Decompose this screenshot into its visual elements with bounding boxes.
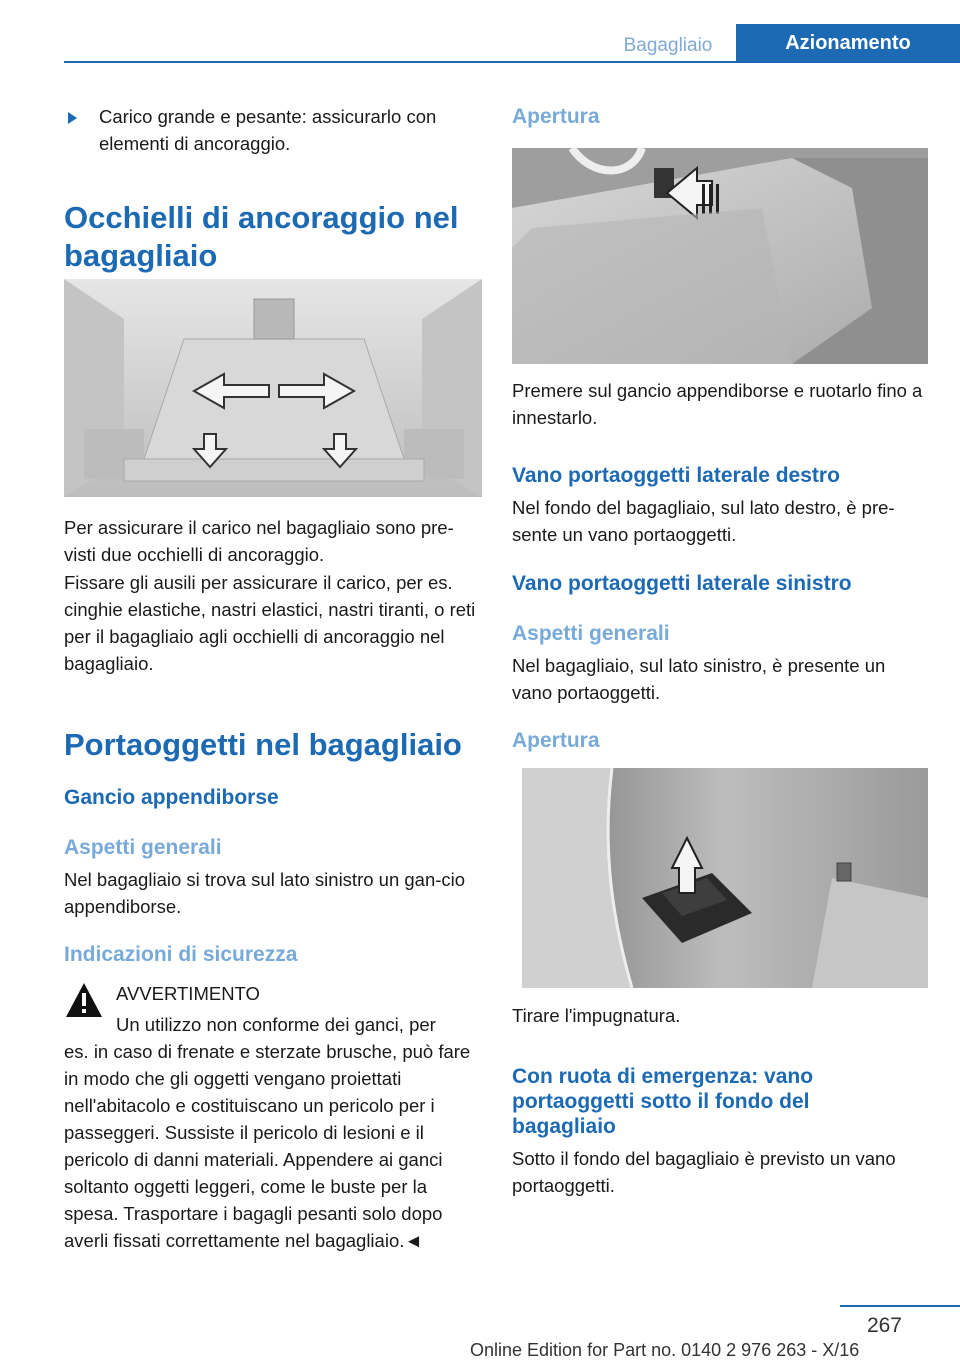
- right-compartment-paragraph: Nel fondo del bagagliaio, sul lato destro, è pre-sente un vano portaoggetti.: [512, 497, 895, 545]
- warning-body: es. in caso di frenate e sterzate brusche, può fare in modo che gli oggetti vengano proiettati nell'abitacolo e costituiscano un pericolo per i passeggeri. Sussiste il pericolo di lesioni e il pericolo di danni materiali. Appendere ai ganci soltanto oggetti leggeri, come le buste per la spesa. Trasportare i bagagli pesanti solo dopo averli fissati correttamente nel bagagliaio.◄: [64, 1041, 471, 1251]
- footer-rule: [840, 1305, 960, 1307]
- bag-hook-photo: [512, 148, 928, 364]
- heading-general-aspects-left: Aspetti generali: [64, 836, 222, 859]
- page-number: 267: [866, 1314, 902, 1337]
- heading-safety-notes: Indicazioni di sicurezza: [64, 943, 298, 966]
- heading-opening-2: Apertura: [512, 729, 600, 752]
- left-compartment-photo: [512, 768, 928, 988]
- left-compartment-paragraph: Nel bagagliaio, sul lato sinistro, è presente un vano portaoggetti.: [512, 655, 886, 703]
- emergency-paragraph: Sotto il fondo del bagagliaio è previsto un vano portaoggetti.: [512, 1148, 896, 1196]
- heading-left-compartment: Vano portaoggetti laterale sinistro: [512, 572, 852, 595]
- heading-anchor-eyelets: Occhielli di ancoraggio nel bagagliaio: [64, 200, 459, 273]
- eyelets-paragraph-2: Fissare gli ausili per assicurare il carico, per es. cinghie elastiche, nastri elastici, nastri tiranti, o reti per il bagagliaio agli occhielli di ancoraggio nel bagagliaio.: [64, 572, 476, 674]
- warning-title: AVVERTIMENTO: [116, 983, 260, 1004]
- bullet-triangle-icon: [68, 112, 77, 124]
- heading-general-aspects-right: Aspetti generali: [512, 622, 670, 645]
- header-section-title: Bagagliaio: [623, 35, 713, 56]
- header-rule: [64, 61, 960, 63]
- heading-trunk-storage: Portaoggetti nel bagagliaio: [64, 727, 462, 762]
- general-paragraph-left: Nel bagagliaio si trova sul lato sinistro un gan-cio appendiborse.: [64, 869, 466, 917]
- bullet-text: Carico grande e pesante: assicurarlo con elementi di ancoraggio.: [99, 106, 437, 154]
- heading-opening-1: Apertura: [512, 105, 600, 128]
- heading-bag-hook: Gancio appendiborse: [64, 786, 279, 809]
- trunk-eyelets-photo: [64, 279, 482, 497]
- eyelets-paragraph-1: Per assicurare il carico nel bagagliaio sono pre-visti due occhielli di ancoraggio.: [64, 517, 454, 565]
- warning-first-line: Un utilizzo non conforme dei ganci, per: [116, 1014, 436, 1035]
- header-chapter-tab: Azionamento: [736, 24, 960, 62]
- hook-action-paragraph: Premere sul gancio appendiborse e ruotarlo fino a innestarlo.: [512, 380, 923, 428]
- heading-right-compartment: Vano portaoggetti laterale destro: [512, 464, 840, 487]
- heading-emergency-wheel: Con ruota di emergenza: vano portaoggetti sotto il fondo del bagagliaio: [512, 1065, 814, 1138]
- footer-edition-text: Online Edition for Part no. 0140 2 976 263 - X/16: [470, 1340, 860, 1360]
- handle-paragraph: Tirare l'impugnatura.: [512, 1005, 681, 1026]
- warning-triangle-icon: [64, 979, 104, 1023]
